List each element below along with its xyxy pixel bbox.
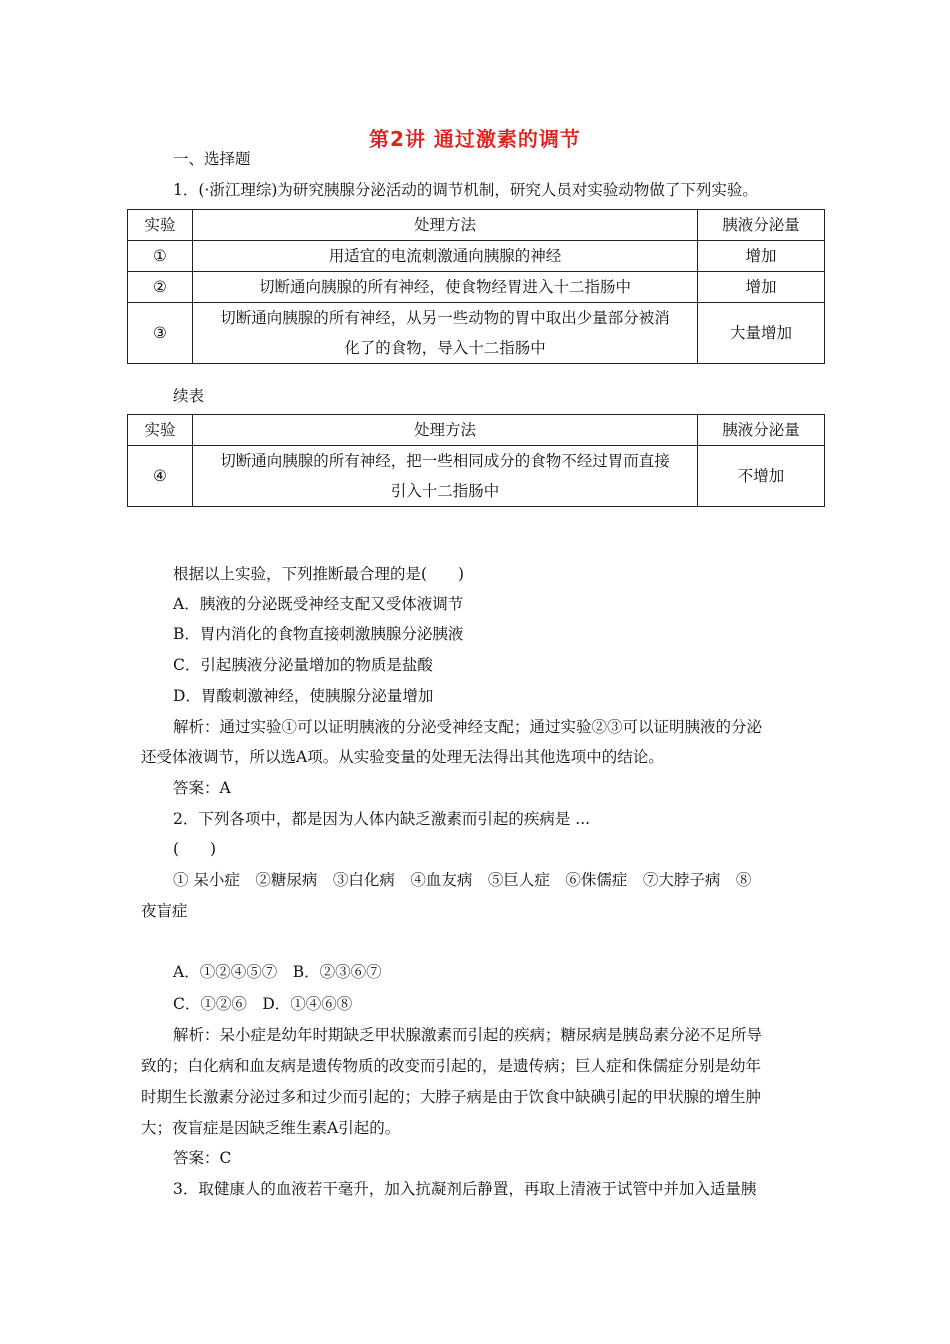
q3-stem: 3．取健康人的血液若干毫升，加入抗凝剂后静置，再取上清液于试管中并加入适量胰 [173, 1180, 757, 1198]
header-amount: 胰液分泌量 [698, 415, 825, 446]
table-row [128, 272, 825, 303]
row-method [193, 446, 698, 507]
table-row [128, 241, 825, 272]
row-method: 切断通向胰腺的所有神经，使食物经胃进入十二指肠中 [193, 272, 698, 303]
q2-paren: ( ) [173, 840, 217, 858]
row-id: ③ [128, 303, 193, 364]
q1-analysis-line-1: 解析：通过实验①可以证明胰液的分泌受神经支配；通过实验②③可以证明胰液的分泌 [173, 718, 763, 736]
experiment-table-2 [127, 414, 825, 507]
row-amount: 大量增加 [698, 303, 825, 364]
q2-answer: 答案：C [173, 1149, 232, 1167]
q2-stem: 2．下列各项中，都是因为人体内缺乏激素而引起的疾病是 ... [173, 810, 591, 828]
row-amount: 增加 [698, 272, 825, 303]
row-method-line-2: 引入十二指肠中 [390, 482, 500, 500]
q2-items-line-1: ① 呆小症 ②糖尿病 ③白化病 ④血友病 ⑤巨人症 ⑥侏儒症 ⑦大脖子病 ⑧ [173, 871, 752, 889]
row-amount: 不增加 [698, 446, 825, 507]
section-heading: 一、选择题 [173, 150, 251, 168]
q1-option-c: C．引起胰液分泌量增加的物质是盐酸 [173, 656, 433, 674]
page-title: 第2讲 通过激素的调节 [369, 127, 581, 151]
q1-stem: 1．(·浙江理综)为研究胰腺分泌活动的调节机制，研究人员对实验动物做了下列实验。 [173, 181, 758, 199]
row-method-line-1: 切断通向胰腺的所有神经，把一些相同成分的食物不经过胃而直接 [220, 452, 670, 470]
row-method-line-1: 切断通向胰腺的所有神经，从另一些动物的胃中取出少量部分被消 [220, 309, 670, 327]
q1-question: 根据以上实验，下列推断最合理的是( ) [173, 565, 465, 583]
q2-option-ab: A．①②④⑤⑦ B．②③⑥⑦ [173, 963, 382, 981]
header-method: 处理方法 [193, 415, 698, 446]
q2-items-line-2: 夜盲症 [141, 902, 188, 920]
header-method: 处理方法 [193, 210, 698, 241]
row-method-line-2: 化了的食物，导入十二指肠中 [344, 339, 546, 357]
table-row [128, 446, 825, 507]
experiment-table-1 [127, 209, 825, 364]
q1-option-b: B．胃内消化的食物直接刺激胰腺分泌胰液 [173, 625, 464, 643]
q1-analysis-line-2: 还受体液调节，所以选A项。从实验变量的处理无法得出其他选项中的结论。 [141, 748, 664, 766]
row-id: ② [128, 272, 193, 303]
row-method: 用适宜的电流刺激通向胰腺的神经 [193, 241, 698, 272]
q2-analysis-line-4: 大；夜盲症是因缺乏维生素A引起的。 [141, 1119, 401, 1137]
header-experiment: 实验 [128, 210, 193, 241]
row-id: ① [128, 241, 193, 272]
row-amount: 增加 [698, 241, 825, 272]
q1-option-d: D．胃酸刺激神经，使胰腺分泌量增加 [173, 687, 434, 705]
table-header-row [128, 415, 825, 446]
q2-analysis-line-2: 致的；白化病和血友病是遗传物质的改变而引起的，是遗传病；巨人症和侏儒症分别是幼年 [141, 1057, 762, 1075]
continued-label: 续表 [173, 387, 205, 405]
q1-option-a: A．胰液的分泌既受神经支配又受体液调节 [173, 595, 464, 613]
table-row [128, 303, 825, 364]
q2-option-cd: C．①②⑥ D．①④⑥⑧ [173, 995, 353, 1013]
header-experiment: 实验 [128, 415, 193, 446]
row-method [193, 303, 698, 364]
header-amount: 胰液分泌量 [698, 210, 825, 241]
row-id: ④ [128, 446, 193, 507]
q1-answer: 答案：A [173, 779, 231, 797]
table-header-row [128, 210, 825, 241]
q2-analysis-line-1: 解析：呆小症是幼年时期缺乏甲状腺激素而引起的疾病；糖尿病是胰岛素分泌不足所导 [173, 1026, 763, 1044]
q2-analysis-line-3: 时期生长激素分泌过多和过少而引起的；大脖子病是由于饮食中缺碘引起的甲状腺的增生肿 [141, 1088, 762, 1106]
